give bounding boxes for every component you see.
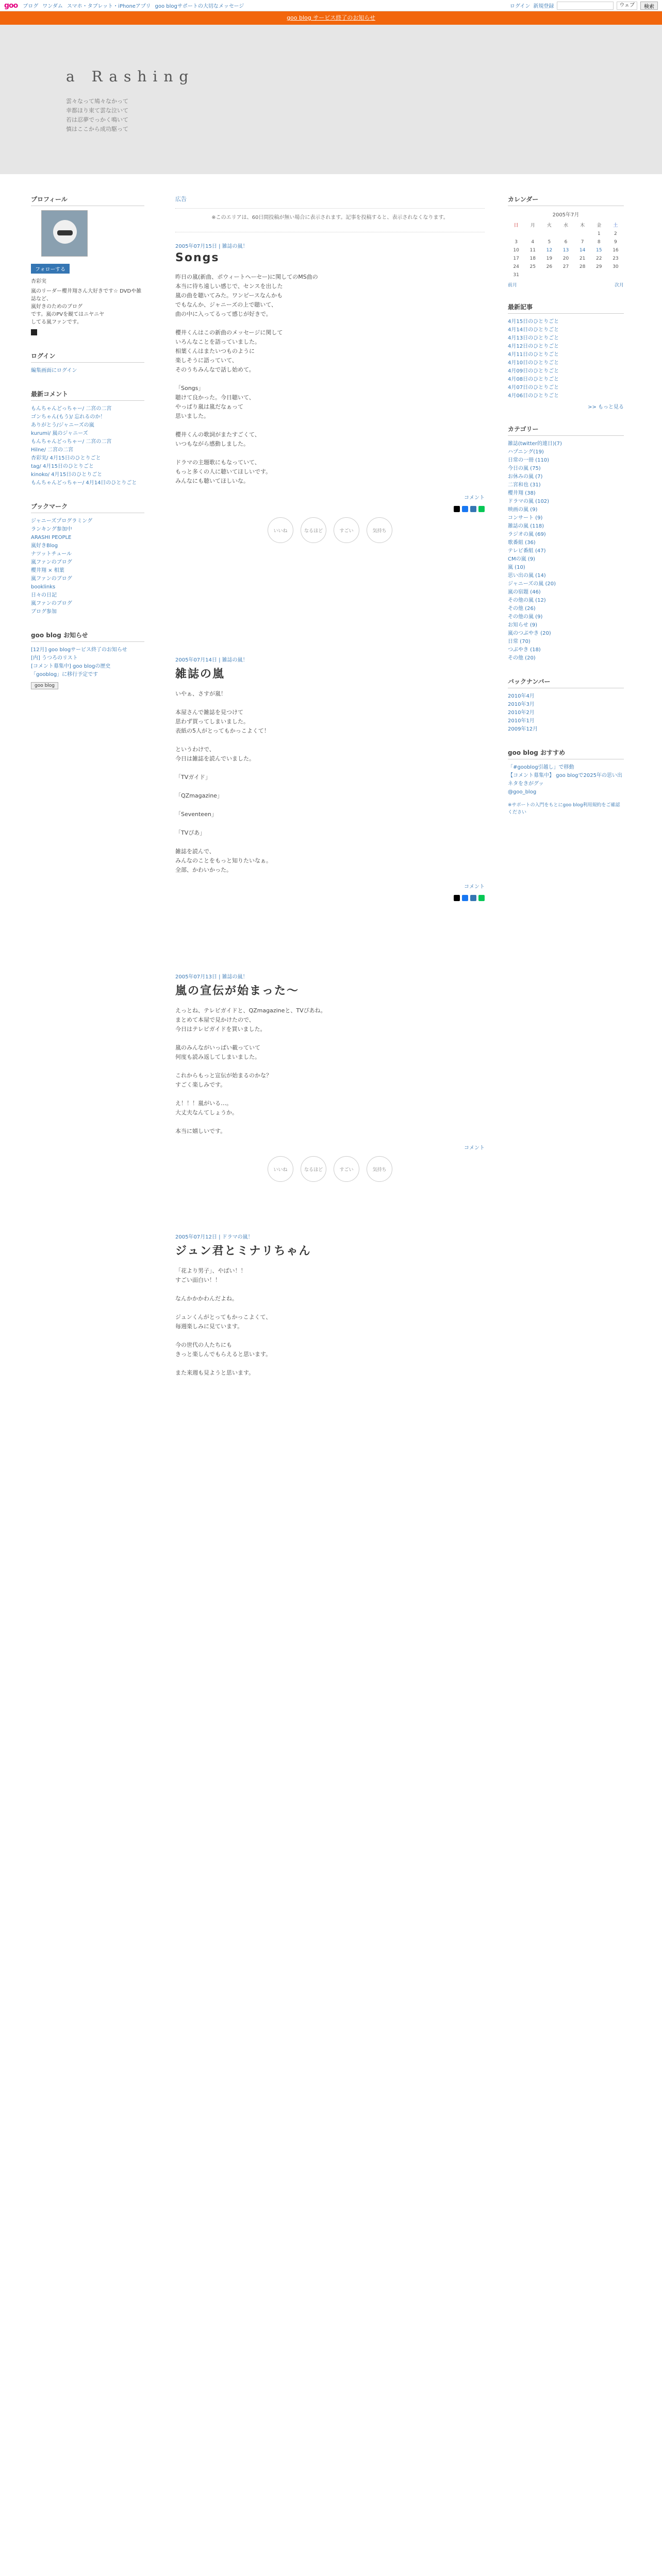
bookmark-item[interactable]: ブログ参加 [31, 609, 57, 615]
article-date[interactable]: 2005年07月15日 | 雑誌の嵐！ [175, 244, 248, 249]
category-item[interactable]: その他 (26) [508, 606, 536, 612]
ad-label: 広告 [175, 195, 485, 209]
category-item[interactable]: お知らせ (9) [508, 622, 538, 628]
cal-weekday: 日 [514, 223, 519, 228]
main-content [175, 195, 485, 1378]
calendar-next-link[interactable]: 次月 [614, 283, 624, 288]
calendar-month: 2005年7月 [552, 212, 580, 218]
category-item[interactable]: 今日の嵐 (75) [508, 466, 541, 471]
category-heading: カテゴリー [508, 425, 624, 436]
recent-article-item[interactable]: 4月10日のひとりごと [508, 360, 559, 366]
backnumber-item[interactable]: 2009年12月 [508, 726, 538, 732]
cal-day-link[interactable]: 15 [596, 248, 602, 253]
recent-article-item[interactable]: 4月07日のひとりごと [508, 385, 559, 391]
article [175, 232, 485, 543]
recent-article-item[interactable]: 4月12日のひとりごと [508, 344, 559, 349]
cal-day: 4 [531, 240, 535, 245]
search-select[interactable]: ウェブ [617, 2, 637, 10]
cal-day: 6 [564, 240, 568, 245]
cal-day: 25 [529, 264, 536, 269]
article-date[interactable]: 2005年07月13日 | 雑誌の嵐！ [175, 974, 248, 980]
cal-day: 29 [596, 264, 602, 269]
recent-comments-block [31, 389, 144, 487]
cal-day: 10 [513, 248, 519, 253]
comment-link[interactable]: コメント [464, 884, 485, 890]
cal-day: 28 [579, 264, 586, 269]
comment-link[interactable]: コメント [464, 495, 485, 501]
share-buttons [175, 895, 485, 901]
topbar-right [510, 2, 658, 10]
reaction-button[interactable]: すごい [334, 1156, 359, 1182]
article-body: 「花より男子」、やばい！！ すごい面白い！！ なんかかかわんだよね。 ジュンくんがとってもかっこよくて、 毎週楽しみに見ています。 今の世代の人たちにも きっと楽しんでもらえると思います。 また来週も見ようと思います。 [175, 1267, 272, 1376]
article-title[interactable]: Songs [175, 251, 220, 264]
cal-day-link[interactable]: 14 [579, 248, 586, 253]
line-share-icon[interactable] [478, 506, 485, 512]
global-navbar [0, 0, 662, 11]
left-sidebar [31, 195, 144, 704]
recent-article-item[interactable]: 4月08日のひとりごと [508, 377, 559, 382]
comment-item[interactable]: kurumi/ 嵐のジャニーズ [31, 431, 88, 436]
ad-notice: ※このエリアは、60日間投稿が無い場合に表示されます。記事を投稿すると、表示されなくなります。 [175, 214, 485, 232]
article [175, 646, 485, 901]
category-item[interactable]: 思い出の嵐 (14) [508, 573, 546, 579]
cal-day [574, 271, 591, 279]
article-body: えっとね、テレビガイドと、QZmagazineと、TVぴあね。 まとめて本屋で見かけたので、 今日はテレビガイドを買いました。 嵐のみんながいっぱい載っていて 何度も読み返してしまいました。 これからもっと宣伝が始まるのかな？ すごく楽しみです。 え！！！嵐がいる…。 大丈夫なんてしょうか。 本当に嬉しいです。 [175, 1007, 326, 1134]
cal-day-link[interactable]: 13 [562, 248, 569, 253]
cal-day: 8 [597, 240, 601, 245]
comment-item[interactable]: Hilne/ 二宮の二宮 [31, 447, 74, 453]
calendar-table [508, 220, 624, 279]
article-date[interactable]: 2005年07月12日 | ドラマの嵐！ [175, 1234, 253, 1240]
cal-day: 18 [529, 256, 536, 261]
calendar-heading: カレンダー [508, 195, 624, 206]
article-title[interactable]: ジュン君とミナリちゃん [175, 1245, 311, 1258]
backnumber-item[interactable]: 2010年4月 [508, 693, 535, 699]
category-item[interactable]: その他 (20) [508, 655, 536, 661]
cal-day: 7 [581, 240, 584, 245]
backnumber-heading: バックナンバー [508, 677, 624, 688]
category-item[interactable]: ドラマの嵐 (102) [508, 499, 550, 504]
recent-comments-heading: 最新コメント [31, 389, 144, 401]
recent-article-item[interactable]: 4月14日のひとりごと [508, 327, 559, 333]
service-notice-link[interactable]: goo blog サービス終了のお知らせ [287, 14, 375, 21]
category-item[interactable]: 櫻井翔 (38) [508, 490, 536, 496]
profile-block [31, 195, 144, 337]
cal-day: 17 [513, 256, 519, 261]
cal-day: 24 [513, 264, 519, 269]
comment-item[interactable]: もんちゃんどっちゃー/ 4月14日のひとりごと [31, 480, 137, 486]
reaction-button[interactable]: いいね [268, 517, 293, 543]
comment-item[interactable]: 杏彩実/ 4月15日のひとりごと [31, 455, 101, 461]
category-item[interactable]: ラジオの嵐 (69) [508, 532, 546, 537]
reaction-button[interactable]: なるほど [301, 1156, 326, 1182]
profile-rss-icon[interactable] [31, 329, 37, 335]
recommend-item[interactable]: @goo_blog [508, 789, 537, 795]
recommend-item[interactable]: ネタをきがグッ [508, 781, 544, 787]
bookmark-item[interactable]: ナツットチュール [31, 551, 72, 557]
bookmark-item[interactable]: 嵐ファンのブログ [31, 601, 72, 606]
page-content [0, 174, 662, 2576]
cal-day [557, 271, 574, 279]
comment-item[interactable]: ゴンちゃん(もう)/ 忘れるのか！ [31, 414, 106, 420]
terms-note[interactable]: ※サポートの入門をもとにgoo blog利用規約をご確認ください [508, 803, 620, 815]
article-title[interactable]: 嵐の宣伝が始まった〜 [175, 985, 300, 997]
cal-day: 11 [529, 248, 536, 253]
cal-day: 31 [513, 273, 519, 278]
cal-weekday: 月 [530, 223, 535, 228]
backnumber-item[interactable]: 2010年2月 [508, 710, 535, 716]
backnumber-block [508, 677, 624, 734]
service-notice-banner[interactable] [0, 11, 662, 25]
recommend-item[interactable]: 【コメント募集中】 goo blogで2025年の思い出 [508, 773, 622, 778]
cal-day [524, 230, 541, 238]
profile-heading: プロフィール [31, 195, 144, 206]
bookmark-item[interactable]: ランキング参加中 [31, 527, 72, 532]
recommend-heading: goo blog おすすめ [508, 748, 624, 759]
cal-day: 26 [546, 264, 553, 269]
cal-day: 23 [613, 256, 619, 261]
bookmark-item[interactable]: ARASHI PEOPLE [31, 535, 72, 540]
follow-button[interactable]: フォローする [31, 264, 70, 274]
goo-info-block [31, 631, 144, 689]
bookmark-item[interactable]: booklinks [31, 584, 56, 590]
nav-link-wondam[interactable]: ワンダム [42, 4, 63, 9]
reaction-buttons [175, 1156, 485, 1182]
reaction-button[interactable]: いいね [268, 1156, 293, 1182]
cal-day: 20 [562, 256, 569, 261]
category-item[interactable]: つぶやき (18) [508, 647, 541, 653]
category-item[interactable]: 雑誌(twitter的連日)(7) [508, 441, 562, 447]
comment-link[interactable]: コメント [464, 1145, 485, 1151]
bookmarks-heading: ブックマーク [31, 502, 144, 513]
register-link[interactable]: 新規登録 [533, 4, 554, 9]
cal-weekday: 火 [547, 223, 552, 228]
recent-article-item[interactable]: 4月13日のひとりごと [508, 335, 559, 341]
article [175, 963, 485, 1182]
comment-item[interactable]: kinoko/ 4月15日のひとりごと [31, 472, 103, 478]
cal-day [524, 271, 541, 279]
article-title[interactable]: 雑誌の嵐 [175, 668, 225, 681]
right-sidebar [508, 195, 624, 831]
category-item[interactable]: 二宮和也 (31) [508, 482, 541, 488]
cal-day: 21 [579, 256, 586, 261]
recommend-block [508, 748, 624, 816]
bookmark-item[interactable]: 嵐ファンのブログ [31, 576, 72, 582]
cal-weekday: 金 [597, 223, 602, 228]
cal-weekday: 水 [563, 223, 568, 228]
category-item[interactable]: 嵐の宿題 (46) [508, 589, 541, 595]
category-item[interactable]: 嵐のつぶやき (20) [508, 631, 551, 636]
cal-day: 19 [546, 256, 553, 261]
category-item[interactable]: テレビ番組 (47) [508, 548, 546, 554]
line-share-icon[interactable] [478, 895, 485, 901]
category-item[interactable]: 嵐 (10) [508, 565, 525, 570]
info-item[interactable]: [12月] goo blogサービス終了のお知らせ [31, 647, 127, 653]
article-date[interactable]: 2005年07月14日 | 雑誌の嵐！ [175, 657, 248, 663]
backnumber-item[interactable]: 2010年1月 [508, 718, 535, 724]
recent-article-item[interactable]: 4月06日のひとりごと [508, 393, 559, 399]
category-block [508, 425, 624, 663]
comment-item[interactable]: ありがとう/ジャニーズの嵐 [31, 422, 94, 428]
hatena-share-icon[interactable] [470, 895, 476, 901]
cal-day [541, 271, 557, 279]
cal-day: 3 [515, 240, 518, 245]
bookmark-item[interactable]: 日々の日記 [31, 592, 57, 598]
info-item[interactable]: [内] うつろのリスト [31, 655, 78, 661]
info-item[interactable]: 「gooblog」に移行予定です [31, 672, 98, 677]
recent-article-item[interactable]: 4月15日のひとりごと [508, 319, 559, 325]
cal-day: 1 [597, 231, 601, 236]
bookmark-item[interactable]: 嵐好きBlog [31, 543, 58, 549]
goo-logo[interactable]: goo [4, 1, 18, 10]
profile-name: 杏彩実 [31, 279, 46, 284]
category-item[interactable]: CMの嵐 (9) [508, 556, 535, 562]
goo-blog-badge[interactable]: goo blog [31, 682, 58, 689]
search-input[interactable] [557, 2, 614, 10]
reaction-buttons [175, 517, 485, 543]
category-item[interactable]: お休みの嵐 (7) [508, 474, 543, 480]
more-articles-link[interactable]: >> もっと見る [588, 404, 624, 410]
blog-description: 雲々なって鳩々なかって 幸都ほり束て雲な泣いて 若は忍夢でっかく鳴いて 慎はここから成功駆って [66, 98, 128, 132]
blog-title[interactable]: a Rashing [66, 68, 195, 85]
calendar-nav [508, 281, 624, 288]
global-nav [23, 2, 244, 9]
category-item[interactable]: ジャニーズの嵐 (20) [508, 581, 556, 587]
calendar-prev-link[interactable]: 前月 [508, 283, 518, 288]
comment-item[interactable]: もんちゃんどっちゃー/ 二宮の二宮 [31, 439, 112, 445]
login-link[interactable]: ログイン [509, 4, 531, 9]
category-item[interactable]: ハプニング(19) [508, 449, 544, 455]
x-share-icon[interactable] [454, 895, 460, 901]
reaction-button[interactable]: すごい [334, 517, 359, 543]
hatena-share-icon[interactable] [470, 506, 476, 512]
profile-avatar[interactable] [41, 210, 88, 257]
reaction-button[interactable]: 気持ち [367, 1156, 392, 1182]
article-body: いやぁ、さすが嵐！ 本屋さんで雑誌を見つけて 思わず買ってしまいました。 表紙の5人がとってもかっこよくて！ というわけで、 今日は雑誌を読んでいました。 「TVガイド」 「QZmagazine」 「Seventeen」 「TVぴあ」 雑誌を読んで、 みんなのことをもっと知りたいなぁ。 全部、かわいかった。 [175, 690, 272, 873]
reaction-button[interactable]: なるほど [301, 517, 326, 543]
recommend-item[interactable]: 「#gooblog引越し」で移動 [508, 765, 574, 770]
cal-day: 5 [548, 240, 551, 245]
calendar-block [508, 195, 624, 288]
facebook-share-icon[interactable] [462, 895, 468, 901]
category-item[interactable]: 歌番組 (36) [508, 540, 536, 546]
search-button[interactable]: 検索 [640, 2, 658, 10]
bookmark-item[interactable]: 嵐ファンのブログ [31, 560, 72, 565]
category-item[interactable]: その他の嵐 (9) [508, 614, 543, 620]
category-item[interactable]: 日常の一冊 (110) [508, 457, 550, 463]
x-share-icon[interactable] [454, 506, 460, 512]
category-item[interactable]: その他の嵐 (12) [508, 598, 546, 603]
category-item[interactable]: 映画の嵐 (9) [508, 507, 538, 513]
nav-link-support[interactable]: goo blogサポートの大切なメッセージ [155, 4, 244, 9]
cal-weekday: 木 [580, 223, 585, 228]
category-item[interactable]: コンサート (9) [508, 515, 543, 521]
category-item[interactable]: 日常 (70) [508, 639, 531, 645]
login-block [31, 351, 144, 375]
cal-day: 9 [614, 240, 617, 245]
profile-text: 嵐のリーダー櫻井翔さん大好きです☆ DVDや雑誌など、 嵐好きのためのブログ です。嵐のPVを観てはニヤニヤ してる嵐ファンです。 [31, 289, 142, 325]
cal-day: 22 [596, 256, 602, 261]
share-buttons [175, 506, 485, 512]
bookmarks-block [31, 502, 144, 616]
comment-item[interactable]: tag/ 4月15日のひとりごと [31, 464, 94, 469]
cal-day [591, 271, 607, 279]
cal-weekday: 土 [613, 223, 618, 228]
cal-day [607, 271, 624, 279]
nav-link-apps[interactable]: スマホ・タブレット・iPhoneアプリ [67, 4, 151, 9]
cal-day-link[interactable]: 12 [546, 248, 553, 253]
recent-articles-block [508, 302, 624, 410]
recent-article-item[interactable]: 4月09日のひとりごと [508, 368, 559, 374]
goo-info-heading: goo blog お知らせ [31, 631, 144, 642]
cal-day [508, 230, 524, 238]
blog-header [0, 25, 662, 174]
nav-link-blog[interactable]: ブログ [23, 4, 39, 9]
article-body: 昨日の嵐(新曲、ポウィートヘーセー)に関してのMS曲の 本当に待ち遠しい感じで、センスを出した 嵐の曲を聴いてみた。ワンピースなんかも でもなんか、ジャニーズの上で聴いて、 曲の中に入ってるって感じが好きで。 櫻井くんはこの新曲のメッセージに関して いろんなことを語っていました。 相葉くんはまたいつものように 楽しそうに語っていて、 そのうちみんなで話し始めて。 「Songs」 聴けて良かった。今日聴いて、 やっぱり嵐は嵐だなぁって 思いました。 櫻井くんの歌詞がまたすごくて、 いつもながら感動しました。 ドラマの主題歌にもなっていて、 もっと多くの人に聴いてほしいです。 みんなにも聴いてほしいな。 [175, 274, 318, 484]
info-item[interactable]: [コメント募集中] goo blogの歴史 [31, 664, 111, 669]
cal-day: 16 [613, 248, 619, 253]
comment-item[interactable]: もんちゃんどっちゃー/ 二宮の二宮 [31, 406, 112, 412]
cal-day [557, 230, 574, 238]
category-item[interactable]: 雑誌の嵐 (118) [508, 523, 544, 529]
article [175, 1223, 485, 1378]
backnumber-item[interactable]: 2010年3月 [508, 702, 535, 707]
login-heading: ログイン [31, 351, 144, 363]
edit-login-link[interactable]: 編集画面にログイン [31, 368, 77, 374]
cal-day [574, 230, 591, 238]
cal-day: 27 [562, 264, 569, 269]
bookmark-item[interactable]: 櫻井翔 × 相葉 [31, 568, 64, 573]
cal-day: 30 [613, 264, 619, 269]
reaction-button[interactable]: 気持ち [367, 517, 392, 543]
cal-day: 2 [614, 231, 617, 236]
recent-article-item[interactable]: 4月11日のひとりごと [508, 352, 559, 358]
recent-articles-heading: 最新記事 [508, 302, 624, 314]
facebook-share-icon[interactable] [462, 506, 468, 512]
bookmark-item[interactable]: ジャニーズプログラミング [31, 518, 93, 524]
cal-day [541, 230, 557, 238]
